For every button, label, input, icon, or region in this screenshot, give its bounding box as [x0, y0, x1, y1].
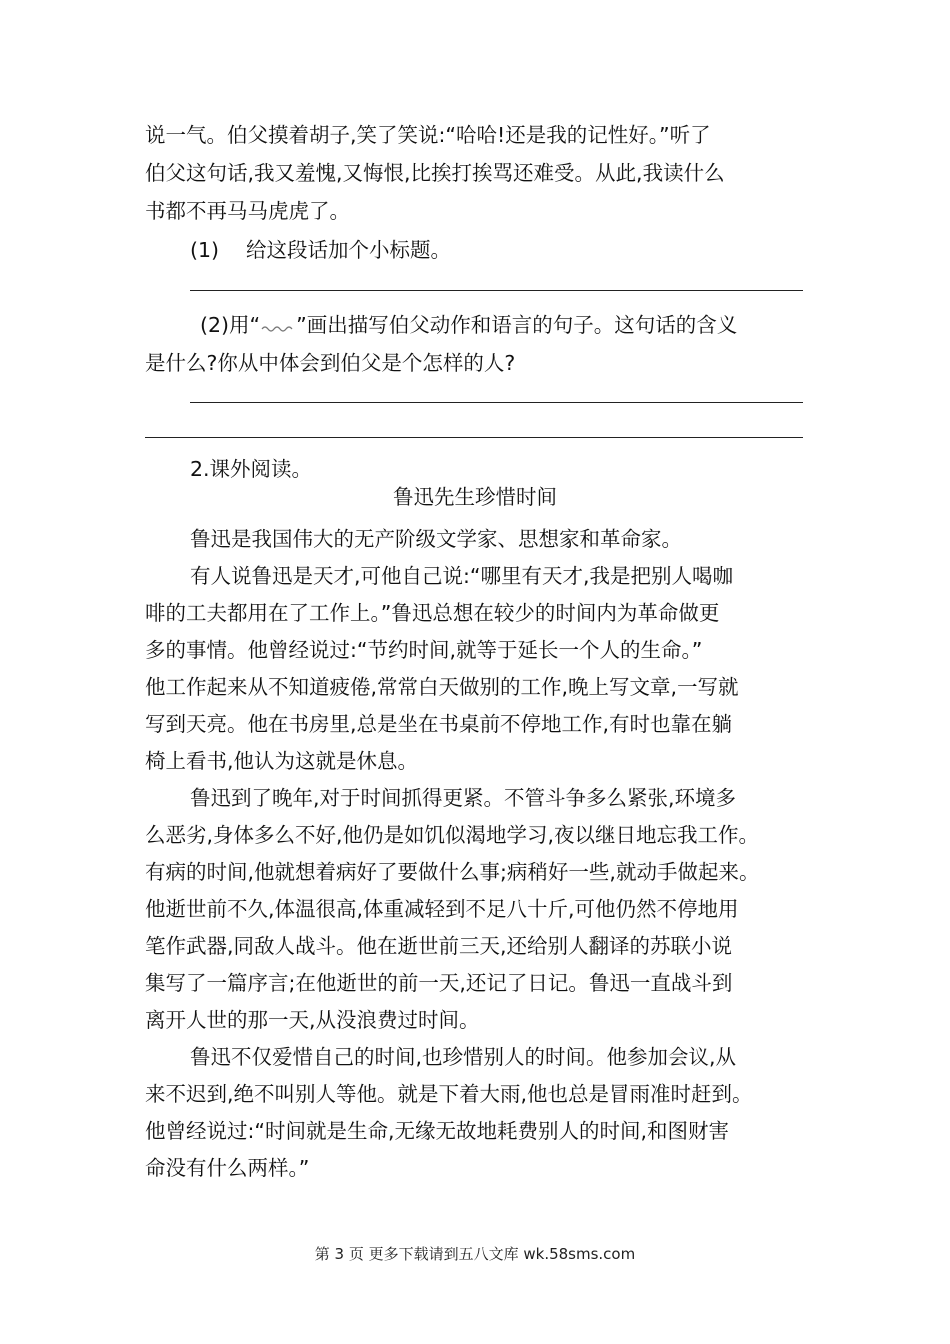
article-line: 椅上看书,他认为这就是休息。 — [145, 749, 419, 773]
article-line: 鲁迅是我国伟大的无产阶级文学家、思想家和革命家。 — [190, 527, 682, 551]
article-line: 他逝世前不久,体温很高,体重减轻到不足八十斤,可他仍然不停地用 — [145, 897, 739, 921]
question-1-number: (1) — [190, 238, 220, 262]
section-heading: 2.课外阅读。 — [190, 457, 313, 481]
article-line: 他曾经说过:“时间就是生命,无缘无故地耗费别人的时间,和图财害 — [145, 1119, 730, 1143]
question-1 — [190, 233, 855, 267]
article-line: 离开人世的那一天,从没浪费过时间。 — [145, 1008, 480, 1032]
question-2-suffix: ”画出描写伯父动作和语言的句子。这句话的含义 — [296, 313, 738, 337]
answer-line[interactable] — [145, 437, 803, 438]
article-line: 集写了一篇序言;在他逝世的前一天,还记了日记。鲁迅一直战斗到 — [145, 971, 733, 995]
question-1-text: 给这段话加个小标题。 — [246, 238, 451, 262]
article-line: 有人说鲁迅是天才,可他自己说:“哪里有天才,我是把别人喝咖 — [190, 564, 734, 588]
article-line: 么恶劣,身体多么不好,他仍是如饥似渴地学习,夜以继日地忘我工作。 — [145, 823, 760, 847]
article-line: 有病的时间,他就想着病好了要做什么事;病稍好一些,就动手做起来。 — [145, 860, 760, 884]
wavy-underline-icon — [260, 319, 296, 333]
article-title: 鲁迅先生珍惜时间 — [393, 485, 557, 509]
article-line: 鲁迅到了晚年,对于时间抓得更紧。不管斗争多么紧张,环境多 — [190, 786, 737, 810]
article-line: 鲁迅不仅爱惜自己的时间,也珍惜别人的时间。他参加会议,从 — [190, 1045, 737, 1069]
article-line: 他工作起来从不知道疲倦,常常白天做别的工作,晚上写文章,一写就 — [145, 675, 739, 699]
answer-line[interactable] — [190, 402, 803, 403]
passage-line: 说一气。伯父摸着胡子,笑了笑说:“哈哈!还是我的记性好。”听了 — [145, 123, 711, 147]
page-footer: 第 3 页 更多下载请到五八文库 wk.58sms.com — [314, 1245, 636, 1263]
article-line: 命没有什么两样。” — [145, 1156, 310, 1180]
article-line: 笔作武器,同敌人战斗。他在逝世前三天,还给别人翻译的苏联小说 — [145, 934, 733, 958]
article-line: 多的事情。他曾经说过:“节约时间,就等于延长一个人的生命。” — [145, 638, 703, 662]
article-line: 来不迟到,绝不叫别人等他。就是下着大雨,他也总是冒雨准时赶到。 — [145, 1082, 753, 1106]
question-2-prefix: (2)用“ — [200, 313, 261, 337]
article-line: 写到天亮。他在书房里,总是坐在书桌前不停地工作,有时也靠在躺 — [145, 712, 733, 736]
article-line: 啡的工夫都用在了工作上。”鲁迅总想在较少的时间内为革命做更 — [145, 601, 720, 625]
question-2-line2: 是什么?你从中体会到伯父是个怎样的人? — [145, 351, 516, 375]
passage-line: 伯父这句话,我又羞愧,又悔恨,比挨打挨骂还难受。从此,我读什么 — [145, 161, 725, 185]
answer-line[interactable] — [190, 290, 803, 291]
question-2 — [200, 308, 865, 342]
passage-line: 书都不再马马虎虎了。 — [145, 199, 350, 223]
